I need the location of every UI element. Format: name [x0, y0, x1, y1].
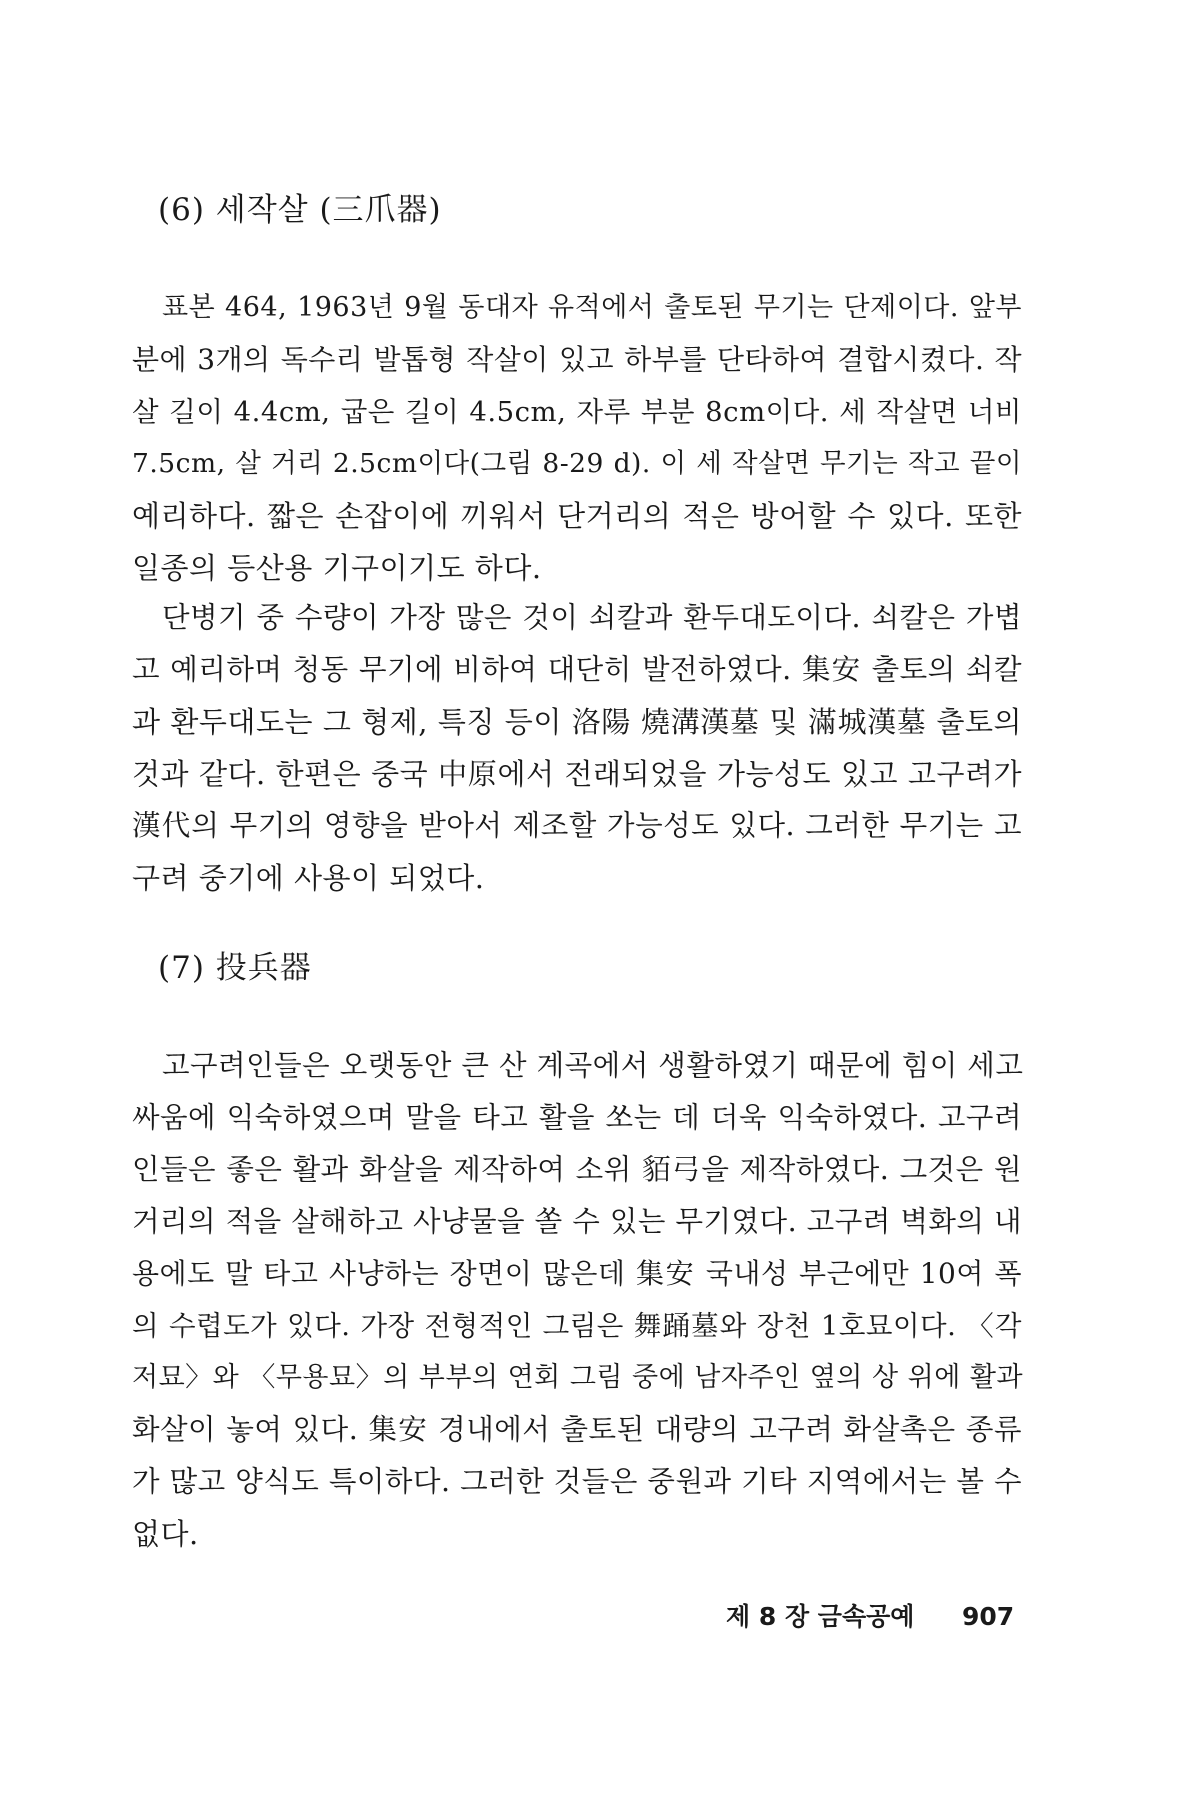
section-heading-7: (7) 投兵器	[158, 950, 312, 986]
text-line: 고 예리하며 청동 무기에 비하여 대단히 발전하였다. 集安 출토의 쇠칼	[132, 653, 1022, 686]
text-line: 거리의 적을 살해하고 사냥물을 쏠 수 있는 무기였다. 고구려 벽화의 내	[132, 1205, 1023, 1238]
text-line: 고구려인들은 오랫동안 큰 산 계곡에서 생활하였기 때문에 힘이 세고	[162, 1049, 1024, 1082]
text-line: 가 많고 양식도 특이하다. 그러한 것들은 중원과 기타 지역에서는 볼 수	[132, 1465, 1023, 1498]
paragraph-6-2	[132, 592, 1022, 904]
text-line: 것과 같다. 한편은 중국 中原에서 전래되었을 가능성도 있고 고구려가	[132, 757, 1022, 791]
text-line: 7.5cm, 살 거리 2.5cm이다(그림 8-29 d). 이 세 작살면 무기는 작고 끝이	[132, 448, 1022, 479]
page-number: 907	[962, 1602, 1015, 1631]
paragraph-6-1	[132, 282, 1022, 594]
text-line: 없다.	[132, 1517, 199, 1551]
text-line: 화살이 놓여 있다. 集安 경내에서 출토된 대량의 고구려 화살촉은 종류	[132, 1413, 1022, 1446]
text-line: 표본 464, 1963년 9월 동대자 유적에서 출토된 무기는 단제이다. 앞부	[162, 292, 1022, 323]
paragraph-7-1	[132, 1040, 1022, 1560]
text-line: 예리하다. 짧은 손잡이에 끼워서 단거리의 적은 방어할 수 있다. 또한	[132, 499, 1022, 533]
text-line: 구려 중기에 사용이 되었다.	[132, 861, 485, 895]
text-line: 인들은 좋은 활과 화살을 제작하여 소위 貊弓을 제작하였다. 그것은 원	[132, 1153, 1022, 1186]
text-line: 용에도 말 타고 사냥하는 장면이 많은데 集安 국내성 부근에만 10여 폭	[132, 1257, 1022, 1290]
text-line: 일종의 등산용 기구이기도 하다.	[132, 551, 542, 585]
text-line: 싸움에 익숙하였으며 말을 타고 활을 쏘는 데 더욱 익숙하였다. 고구려	[132, 1101, 1022, 1134]
section-heading-6: (6) 세작살 (三爪器)	[158, 192, 442, 228]
text-line: 의 수렵도가 있다. 가장 전형적인 그림은 舞踊墓와 장천 1호묘이다. 〈각	[132, 1310, 1022, 1342]
text-line: 분에 3개의 독수리 발톱형 작살이 있고 하부를 단타하여 결합시켰다. 작	[132, 343, 1022, 376]
text-line: 과 환두대도는 그 형제, 특징 등이 洛陽 燒溝漢墓 및 滿城漢墓 출토의	[132, 705, 1022, 739]
text-line: 漢代의 무기의 영향을 받아서 제조할 가능성도 있다. 그러한 무기는 고	[132, 809, 1022, 842]
text-line: 단병기 중 수량이 가장 많은 것이 쇠칼과 환두대도이다. 쇠칼은 가볍	[162, 601, 1022, 634]
chapter-title: 제 8 장 금속공예	[726, 1602, 915, 1631]
text-line: 저묘〉와 〈무용묘〉의 부부의 연회 그림 중에 남자주인 옆의 상 위에 활과	[132, 1362, 1024, 1393]
text-line: 살 길이 4.4cm, 굽은 길이 4.5cm, 자루 부분 8cm이다. 세 작살면 너비	[132, 396, 1022, 428]
